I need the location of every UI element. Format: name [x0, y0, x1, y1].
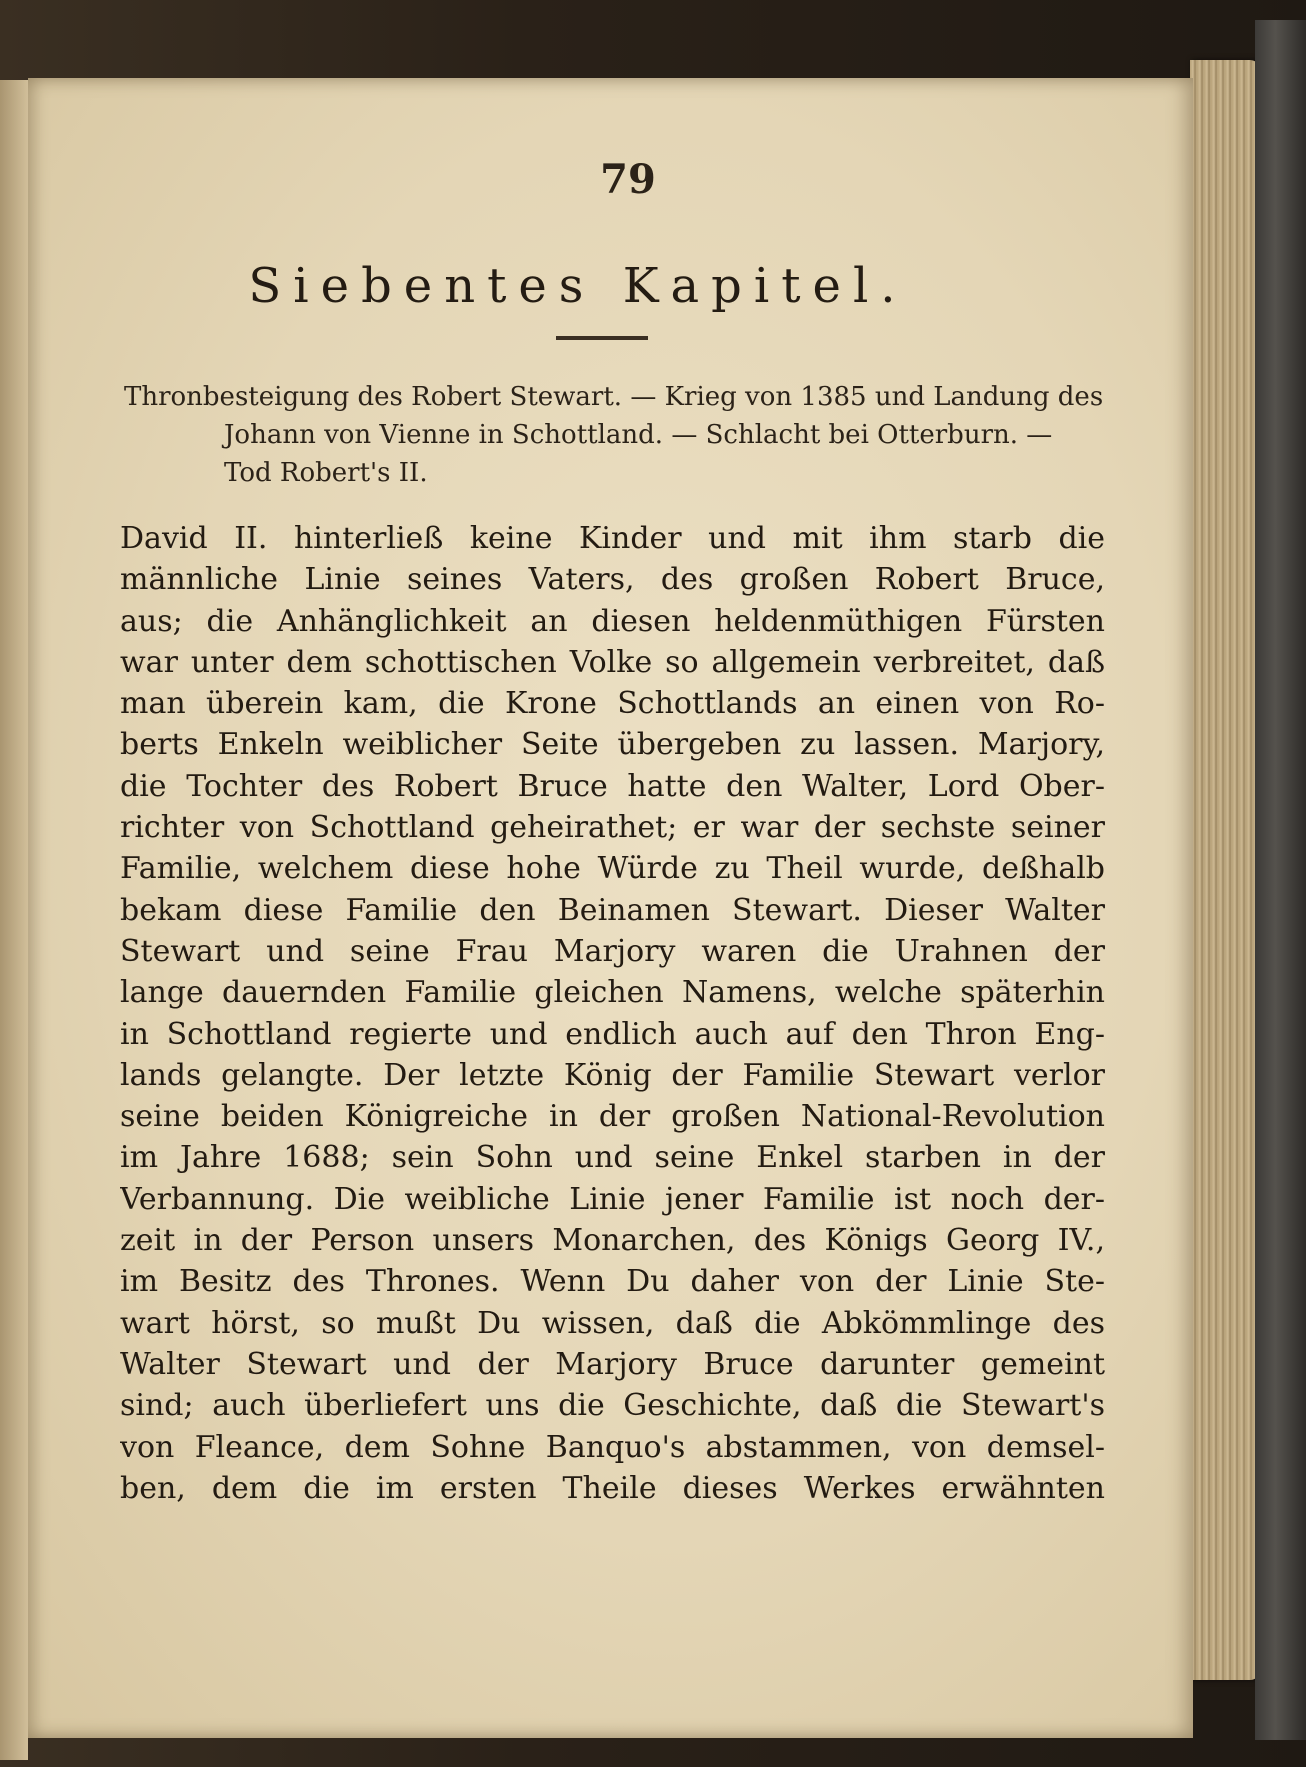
text-line: man überein kam, die Krone Schottlands an einen von Ro- — [120, 686, 1105, 722]
text-line: Walter Stewart und der Marjory Bruce darunter gemeint — [120, 1346, 1105, 1382]
text-line: männliche Linie seines Vaters, des großen Robert Bruce, — [120, 562, 1105, 598]
summary-line: Johann von Vienne in Schottland. — Schlacht bei Otterburn. — — [224, 420, 1053, 450]
text-line: wart hörst, so mußt Du wissen, daß die Abkömmlinge des — [120, 1305, 1105, 1341]
text-line: aus; die Anhänglichkeit an diesen heldenmüthigen Fürsten — [120, 603, 1105, 639]
text-line: seine beiden Königreiche in der großen National-Revolution — [120, 1099, 1105, 1135]
page-edges — [1190, 60, 1260, 1680]
text-line: zeit in der Person unsers Monarchen, des Königs Georg IV., — [120, 1223, 1105, 1259]
text-line: bekam diese Familie den Beinamen Stewart. Dieser Walter — [120, 892, 1105, 928]
facing-page-edge — [0, 80, 28, 1760]
text-line: David II. hinterließ keine Kinder und mit ihm starb die — [120, 521, 1105, 556]
text-line: Familie, welchem diese hohe Würde zu Theil wurde, deßhalb — [120, 851, 1105, 887]
text-line: im Jahre 1688; sein Sohn und seine Enkel starben in der — [120, 1140, 1105, 1176]
text-line: ben, dem die im ersten Theile dieses Werkes erwähnten — [120, 1470, 1105, 1506]
text-line: richter von Schottland geheirathet; er war der sechste seiner — [120, 810, 1105, 846]
body-text — [120, 518, 1105, 1509]
text-line: von Fleance, dem Sohne Banquo's abstammen, von demsel- — [120, 1429, 1105, 1465]
chapter-summary — [124, 378, 1104, 492]
summary-line: Tod Robert's II. — [224, 458, 428, 488]
page-number: 79 — [600, 156, 656, 203]
text-line: berts Enkeln weiblicher Seite übergeben zu lassen. Marjory, — [120, 727, 1105, 763]
text-line: lands gelangte. Der letzte König der Familie Stewart verlor — [120, 1057, 1105, 1093]
text-line: lange dauernden Familie gleichen Namens, welche späterhin — [120, 975, 1105, 1011]
text-line: Stewart und seine Frau Marjory waren die Urahnen der — [120, 933, 1105, 969]
text-line: die Tochter des Robert Bruce hatte den Walter, Lord Ober- — [120, 768, 1105, 804]
summary-line: Thronbesteigung des Robert Stewart. — Krieg von 1385 und Landung des — [124, 382, 1104, 412]
text-line: war unter dem schottischen Volke so allgemein verbreitet, daß — [120, 644, 1105, 680]
text-line: sind; auch überliefert uns die Geschichte, daß die Stewart's — [120, 1388, 1105, 1424]
chapter-title: Siebentes Kapitel. — [248, 258, 908, 314]
book-cover-edge — [1255, 20, 1306, 1740]
text-line: Verbannung. Die weibliche Linie jener Familie ist noch der- — [120, 1181, 1105, 1217]
title-rule — [556, 336, 648, 340]
text-line: in Schottland regierte und endlich auch auf den Thron Eng- — [120, 1016, 1105, 1052]
book-page — [28, 78, 1193, 1738]
text-line: im Besitz des Thrones. Wenn Du daher von der Linie Ste- — [120, 1264, 1105, 1300]
